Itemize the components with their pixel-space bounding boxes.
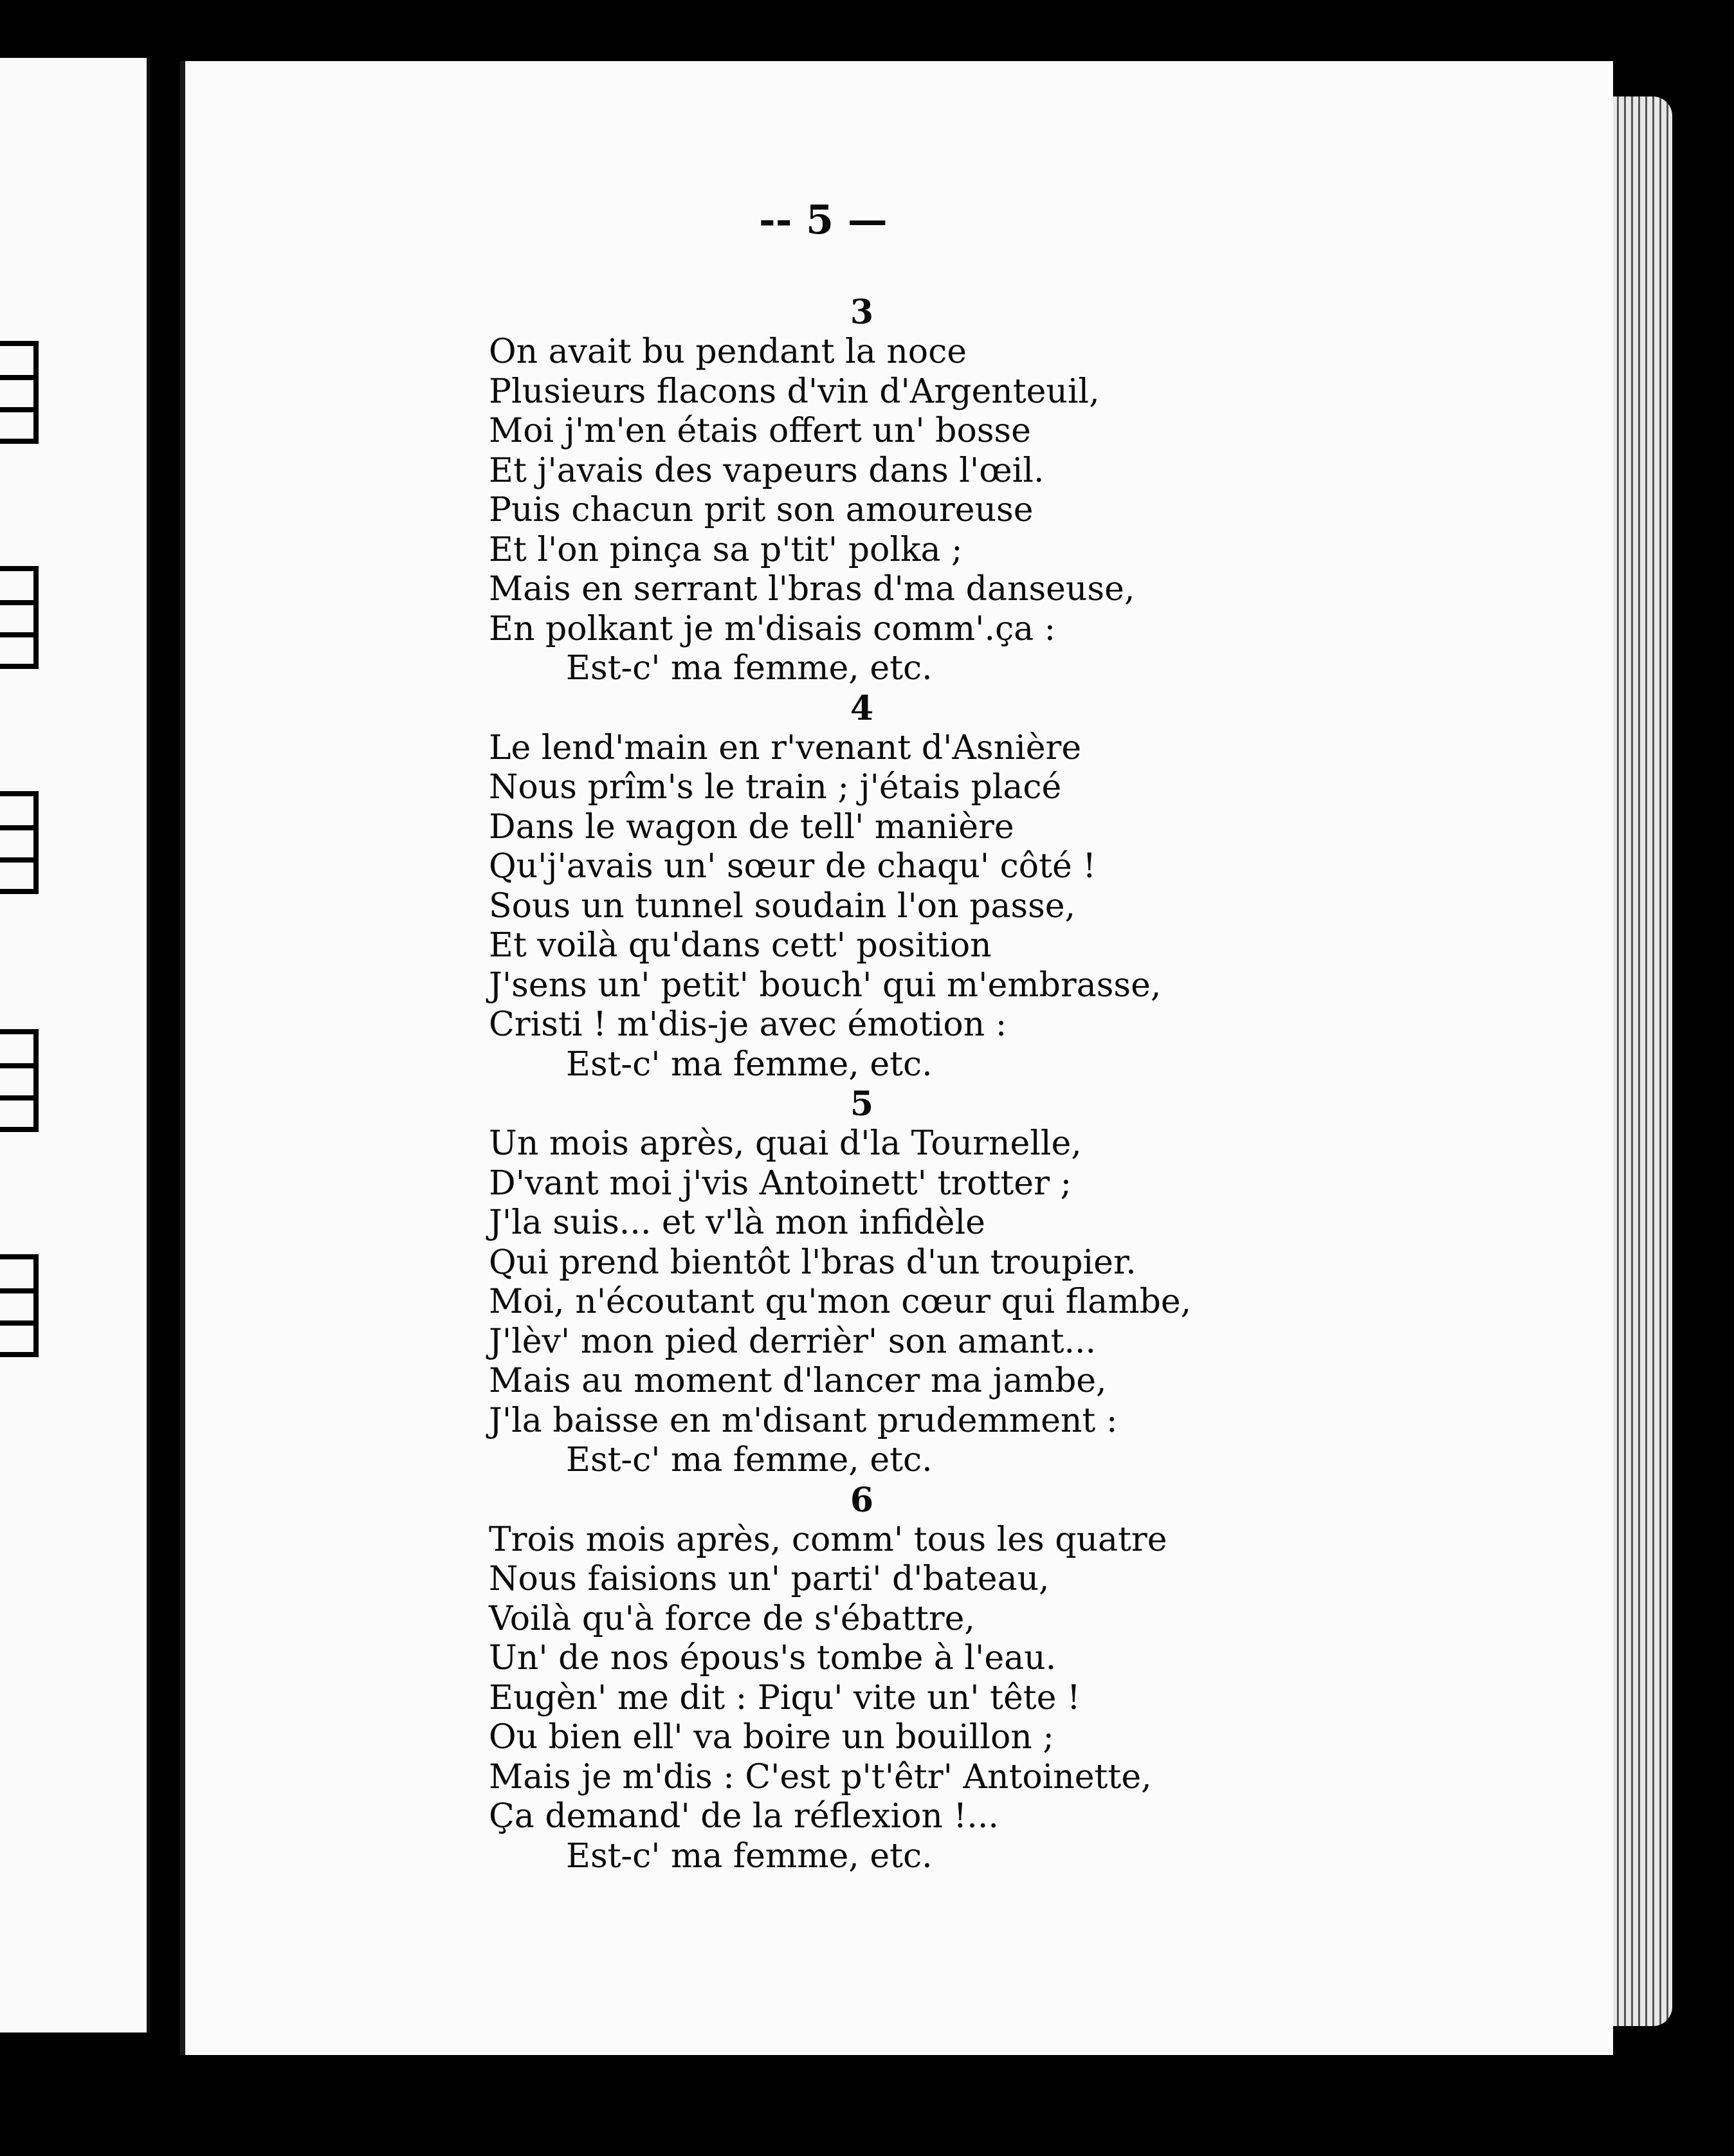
- verse-line: J'sens un' petit' bouch' qui m'embrasse,: [489, 965, 1162, 1005]
- verse-line: Mais je m'dis : C'est p't'êtr' Antoinette,: [489, 1757, 1152, 1796]
- verse-line: On avait bu pendant la noce: [489, 333, 967, 371]
- verse-line: Ou bien ell' va boire un bouillon ;: [489, 1718, 1054, 1757]
- verse-line: J'la baisse en m'disant prudemment :: [489, 1401, 1118, 1440]
- verse-line: Et l'on pinça sa p'tit' polka ;: [489, 530, 963, 569]
- left-facing-page: [0, 58, 151, 2033]
- margin-bracket-mark: [0, 341, 39, 444]
- margin-bracket-mark: [0, 1029, 39, 1132]
- stanza: [489, 689, 1518, 1085]
- stanza-number: 3: [850, 293, 874, 332]
- verse-line: Mais au moment d'lancer ma jambe,: [489, 1362, 1107, 1400]
- page-number: -- 5 —: [759, 196, 888, 243]
- verse-line: Nous faisions un' parti' d'bateau,: [489, 1560, 1050, 1598]
- margin-bracket-mark: [0, 566, 39, 669]
- verse-line: Qui prend bientôt l'bras d'un troupier.: [489, 1243, 1136, 1282]
- stanza: [489, 1481, 1518, 1877]
- verse-line: Ça demand' de la réflexion !...: [489, 1797, 999, 1836]
- verse-line: Moi, n'écoutant qu'mon cœur qui flambe,: [489, 1283, 1192, 1321]
- verse-line: Eugèn' me dit : Piqu' vite un' tête !: [489, 1678, 1081, 1717]
- margin-bracket-mark: [0, 1254, 39, 1357]
- verse-line: Puis chacun prit son amoureuse: [489, 491, 1034, 529]
- verse-line: Sous un tunnel soudain l'on passe,: [489, 886, 1076, 926]
- stanza-number: 4: [850, 688, 874, 728]
- verse-line: Trois mois après, comm' tous les quatre: [489, 1520, 1167, 1559]
- verse-line: Un mois après, quai d'la Tournelle,: [489, 1124, 1082, 1163]
- verse-line: Et voilà qu'dans cett' position: [489, 926, 992, 965]
- verse-line: Moi j'm'en étais offert un' bosse: [489, 412, 1031, 450]
- verse-line: Qu'j'avais un' sœur de chaqu' côté !: [489, 847, 1097, 886]
- refrain-line: Est-c' ma femme, etc.: [566, 649, 933, 688]
- verse-line: J'la suis... et v'là mon infidèle: [489, 1203, 985, 1242]
- verse-line: Et j'avais des vapeurs dans l'œil.: [489, 451, 1045, 490]
- verse-line: Dans le wagon de tell' manière: [489, 807, 1014, 846]
- refrain-line: Est-c' ma femme, etc.: [566, 1836, 933, 1876]
- stanza-number: 6: [850, 1480, 874, 1520]
- stanza-number: 5: [850, 1084, 874, 1124]
- verse-line: J'lèv' mon pied derrièr' son amant...: [489, 1322, 1097, 1361]
- verse-line: Nous prîm's le train ; j'étais placé: [489, 768, 1062, 807]
- refrain-line: Est-c' ma femme, etc.: [566, 1045, 933, 1084]
- margin-bracket-mark: [0, 791, 39, 894]
- stanza: [489, 293, 1518, 689]
- verse-line: Le lend'main en r'venant d'Asnière: [489, 728, 1082, 767]
- stanza: [489, 1084, 1518, 1481]
- verse-line: Cristi ! m'dis-je avec émotion :: [489, 1005, 1007, 1044]
- verse-line: Mais en serrant l'bras d'ma danseuse,: [489, 570, 1135, 608]
- refrain-line: Est-c' ma femme, etc.: [566, 1441, 933, 1479]
- verse-line: Un' de nos épous's tombe à l'eau.: [489, 1639, 1057, 1677]
- verse-line: Voilà qu'à force de s'ébattre,: [489, 1599, 975, 1638]
- song-text: [489, 293, 1518, 1876]
- verse-line: Plusieurs flacons d'vin d'Argenteuil,: [489, 372, 1100, 411]
- verse-line: En polkant je m'disais comm'.ça :: [489, 609, 1056, 648]
- verse-line: D'vant moi j'vis Antoinett' trotter ;: [489, 1164, 1072, 1203]
